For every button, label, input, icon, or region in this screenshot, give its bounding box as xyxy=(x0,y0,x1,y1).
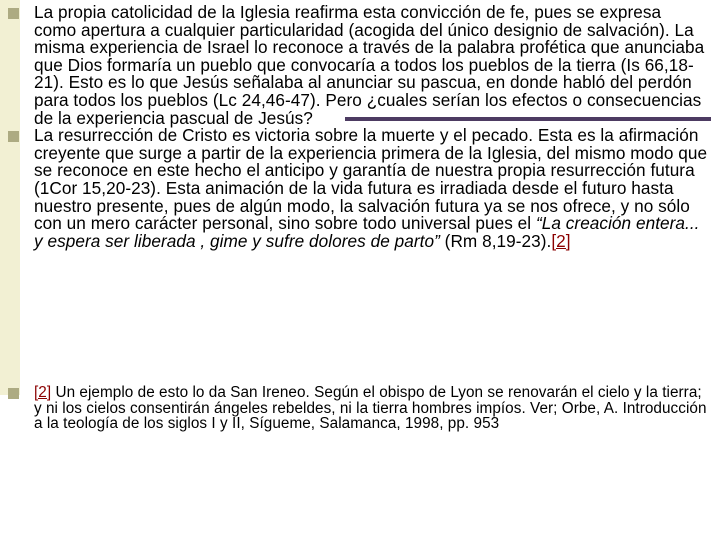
footnote-text: Un ejemplo de esto lo da San Ireneo. Según el obispo de Lyon se renovarán el cielo y la tierra; y ni los cielos consentirán ángeles rebeldes, ni la tierra hombres impíos. Ver; Orbe, A. Introducción a la teología de los siglos I y II, Sígueme, Salamanca, 1998, pp. 953 xyxy=(34,384,707,433)
paragraph-text: La resurrección de Cristo es victoria sobre la muerte y el pecado. Esta es la afirmación creyente que surge a partir de la experiencia primera de la Iglesia, del mismo modo que se reconoce en este hecho el anticipo y garantía de nuestra propia resurrección futura (1Cor 15,20-23). Esta animación de la vida futura es irradiada desde el futuro hasta nuestro presente, pues de algún modo, la salvación futura ya se nos ofrece, y no sólo con un mero carácter personal, sino sobre todo universal pues el xyxy=(34,125,708,234)
footnote xyxy=(8,385,708,432)
scripture-quote: “La creación entera... y espera ser liberada , gime y sufre dolores de parto” xyxy=(34,213,700,251)
paragraph-text: La propia catolicidad de la Iglesia reafirma esta convicción de fe, pues se expresa como apertura a cualquier particularidad (acogida del único designio de salvación). La misma experiencia de Israel lo reconoce a través de la palabra profética que anunciaba que Dios formaría un pueblo que convocaría a todos los pueblos de la tierra (Is 66,18-21). Esto es lo que Jesús señalaba al anunciar su pascua, en donde habló del perdón para todos los pueblos (Lc 24,46-47). Pero ¿cuales serían los efectos o consecuencias de la experiencia pascual de Jesús? xyxy=(34,2,705,128)
footnote-block xyxy=(8,385,708,432)
square-bullet-icon xyxy=(8,8,19,19)
paragraph-text-end: (Rm 8,19-23). xyxy=(439,230,552,251)
paragraph-catolicidad xyxy=(8,4,708,127)
footnote-backlink[interactable]: [2] xyxy=(34,384,52,401)
paragraph-resurreccion xyxy=(8,127,708,250)
main-text xyxy=(8,4,708,250)
square-bullet-icon xyxy=(8,388,19,399)
square-bullet-icon xyxy=(8,131,19,142)
footnote-reference-link[interactable]: [2] xyxy=(551,230,571,251)
